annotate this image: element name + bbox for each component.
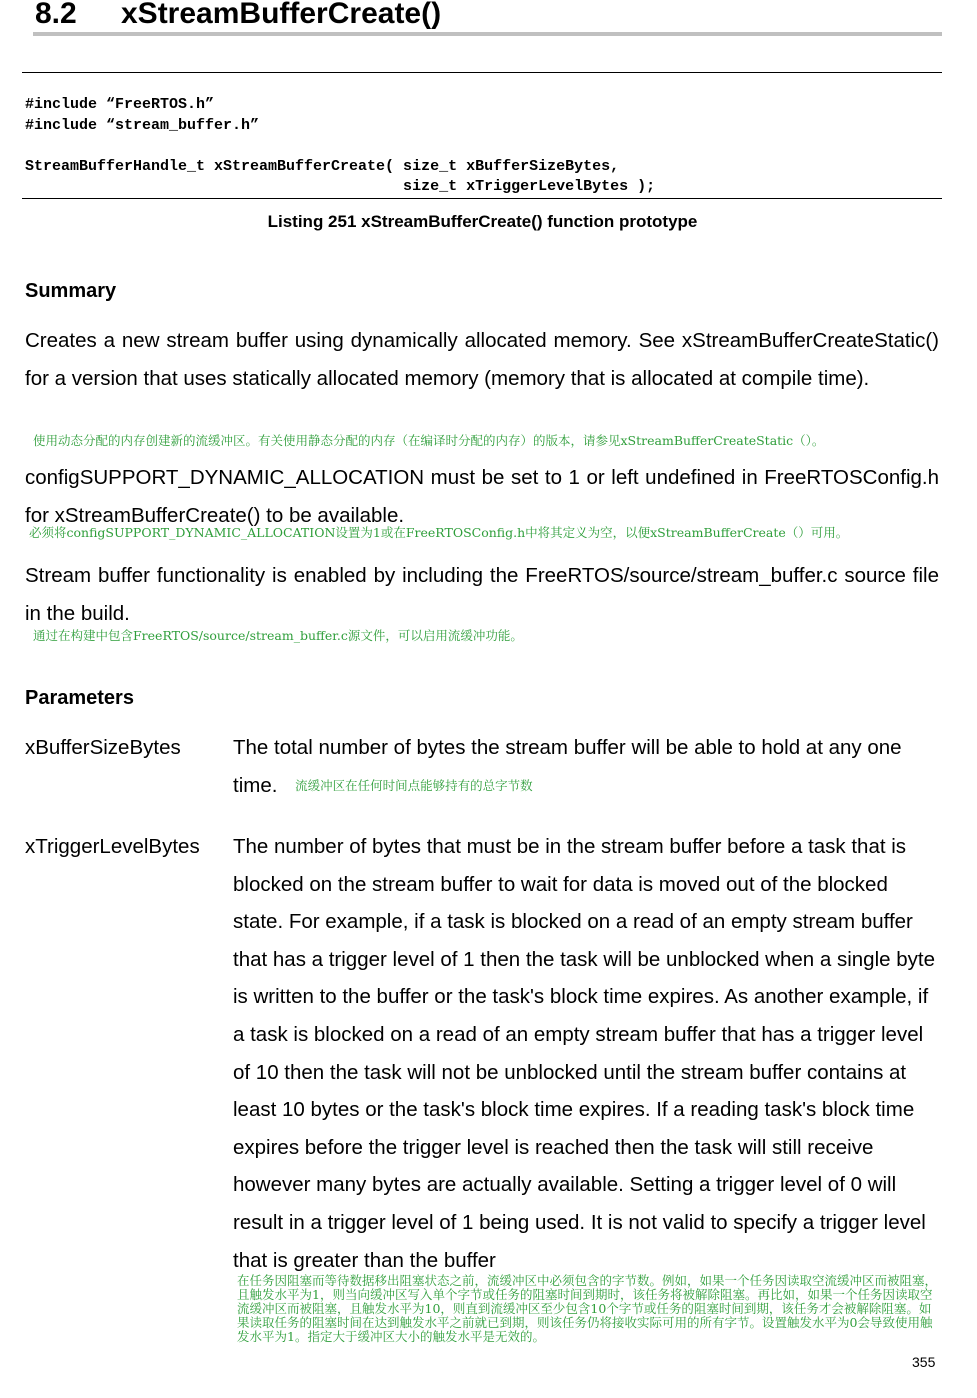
param-name-trigger-level: xTriggerLevelBytes <box>25 835 200 858</box>
code-blank-line <box>25 136 655 157</box>
listing-bottom-rule <box>22 198 942 199</box>
section-title: xStreamBufferCreate() <box>121 0 442 30</box>
page-number: 355 <box>912 1354 936 1370</box>
code-listing <box>25 95 655 198</box>
param-description-buffer-size-translation: 流缓冲区在任何时间点能够持有的总字节数 <box>295 777 533 793</box>
summary-paragraph-2-translation: 必须将configSUPPORT_DYNAMIC_ALLOCATION设置为1或在FreeRTOSConfig.h中将其定义为空，以便xStreamBufferCreate（）可用。 <box>29 525 849 540</box>
param-description-trigger-level-translation: 在任务因阻塞而等待数据移出阻塞状态之前，流缓冲区中必须包含的字节数。例如，如果一个任务因读取空流缓冲区而被阻塞，且触发水平为1，则当向缓冲区写入单个字节或任务的阻塞时间到期时，该任务将被解除阻塞。再比如，如果一个任务因读取空流缓冲区而被阻塞，且触发水平为10，则直到流缓冲区至少包含10个字节或任务的阻塞时间到期，该任务才会被解除阻塞。如果读取任务的阻塞时间在达到触发水平之前就已到期，则该任务仍将接收实际可用的所有字节。设置触发水平为0会导致使用触发水平为1。指定大于缓冲区大小的触发水平是无效的。 <box>237 1273 938 1344</box>
param-description-buffer-size <box>233 729 939 804</box>
param-description-buffer-size-text: The total number of bytes the stream buffer will be able to hold at any one time. <box>233 736 902 797</box>
code-prototype-line-1: StreamBufferHandle_t xStreamBufferCreate( size_t xBufferSizeBytes, <box>25 157 620 175</box>
listing-caption: Listing 251 xStreamBufferCreate() function prototype <box>267 212 698 231</box>
code-include-2: #include “stream_buffer.h” <box>25 116 260 134</box>
parameters-heading: Parameters <box>25 687 134 709</box>
summary-paragraph-2: configSUPPORT_DYNAMIC_ALLOCATION must be set to 1 or left undefined in FreeRTOSConfig.h for xStreamBufferCreate() to be available. <box>25 466 939 527</box>
summary-paragraph-1-translation: 使用动态分配的内存创建新的流缓冲区。有关使用静态分配的内存（在编译时分配的内存）的版本，请参见xStreamBufferCreateStatic（）。 <box>33 433 825 448</box>
heading-divider <box>33 32 942 36</box>
summary-paragraph-3-translation: 通过在构建中包含FreeRTOS/source/stream_buffer.c源文件，可以启用流缓冲功能。 <box>33 628 523 643</box>
param-name-buffer-size: xBufferSizeBytes <box>25 736 181 759</box>
section-heading <box>35 0 441 34</box>
code-prototype-line-2: size_t xTriggerLevelBytes ); <box>25 178 656 195</box>
summary-paragraph-3: Stream buffer functionality is enabled by including the FreeRTOS/source/stream_buffer.c source file in the build. <box>25 564 939 625</box>
summary-paragraph-1: Creates a new stream buffer using dynamically allocated memory. See xStreamBufferCreateStatic() for a version that uses statically allocated memory (memory that is allocated at compile time). <box>25 329 939 390</box>
summary-heading: Summary <box>25 280 117 302</box>
section-number: 8.2 <box>35 0 77 30</box>
param-description-trigger-level: The number of bytes that must be in the stream buffer before a task that is blocked on the stream buffer to wait for data is moved out of the blocked state. For example, if a task is blocked on a read of an empty stream buffer that has a trigger level of 1 then the task will be unblocked when a single byte is written to the buffer or the task's block time expires. As another example, if a task is blocked on a read of an empty stream buffer that has a trigger level of 10 then the task will not be unblocked until the stream buffer contains at least 10 bytes or the task's block time expires. If a reading task's block time expires before the trigger level is reached then the task will still receive however many bytes are actually available. Setting a trigger level of 0 will result in a trigger level of 1 being used. It is not valid to specify a trigger level that is greater than the buffer <box>233 835 935 1272</box>
code-include-1: #include “FreeRTOS.h” <box>25 96 215 113</box>
listing-top-rule <box>22 72 942 73</box>
